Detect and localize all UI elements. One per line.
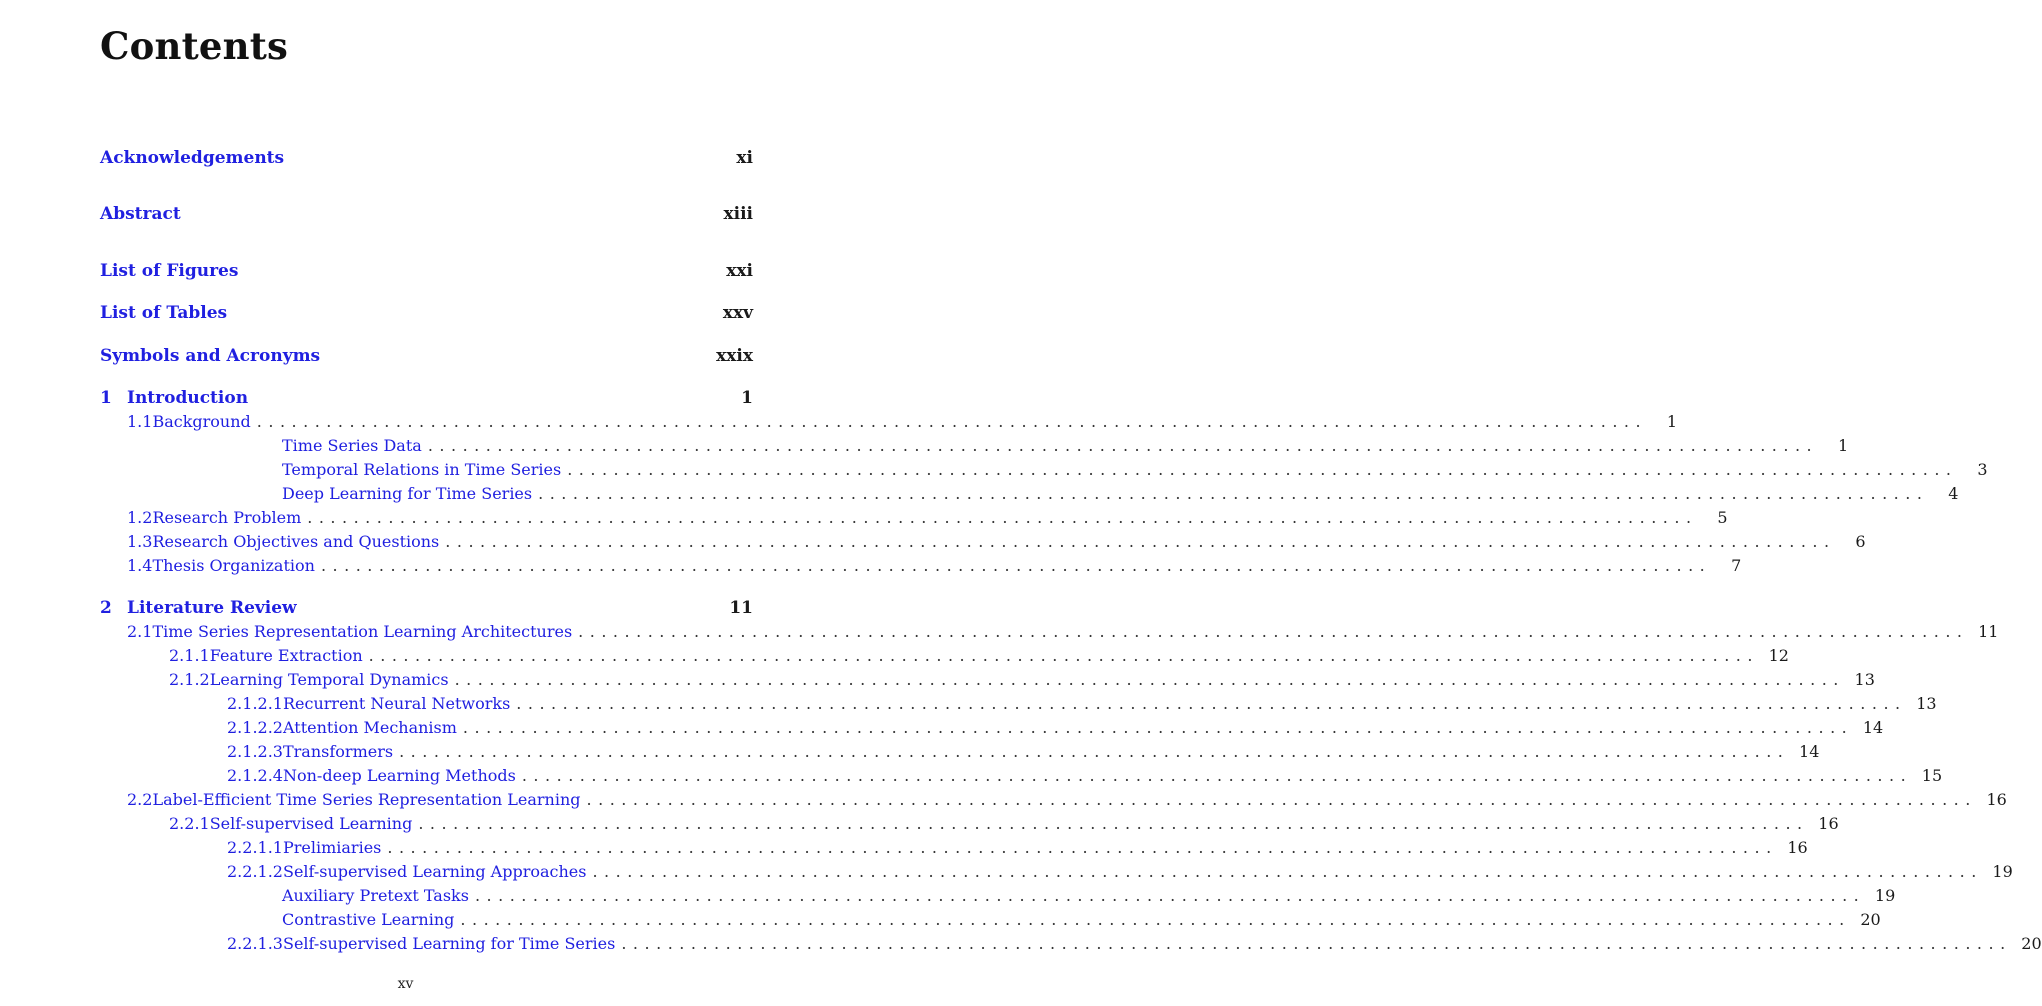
dot-leader: ........................................................................................................................ <box>521 766 1913 785</box>
toc-entry-page: 4 <box>1948 484 1959 503</box>
toc-entry-title[interactable]: Research Problem <box>152 508 302 527</box>
toc-entry-page: 11 <box>729 598 753 618</box>
toc-entry-page: 6 <box>1855 532 1866 551</box>
toc-entry-number[interactable]: 2.1.2.2 <box>227 718 283 737</box>
toc-entry-title[interactable]: Symbols and Acronyms <box>100 346 321 366</box>
toc-entry-number[interactable]: 2.1.2.1 <box>227 694 283 713</box>
dot-leader: ........................................................................................................................ <box>368 646 1759 665</box>
toc-entry-number[interactable]: 2.2.1.2 <box>227 862 283 881</box>
toc-entry-number[interactable]: 1.3 <box>127 532 153 551</box>
toc-entry-title[interactable]: Self-supervised Learning Approaches <box>282 862 587 881</box>
toc-entry-page: 13 <box>1916 694 1937 713</box>
dot-leader: ........................................................................................................................ <box>516 694 1907 713</box>
toc-entry[interactable] <box>169 670 1875 694</box>
toc-entry-title[interactable]: Recurrent Neural Networks <box>282 694 511 713</box>
toc-entry[interactable] <box>282 460 1988 484</box>
toc-entry-number[interactable]: 1.4 <box>127 556 153 575</box>
toc-entry-page: 1 <box>1666 412 1678 431</box>
dot-leader: ........................................................................................................................ <box>538 484 1929 503</box>
dot-leader: ........................................................................................................................ <box>307 508 1698 527</box>
dot-leader: ........................................................................................................................ <box>399 742 1790 761</box>
toc-entry[interactable] <box>100 261 753 285</box>
toc-entry[interactable] <box>100 303 753 327</box>
toc-entry-page: 13 <box>1854 670 1875 689</box>
toc-entry-title[interactable]: Literature Review <box>127 598 297 618</box>
toc-entry-title[interactable]: Label-Efficient Time Series Representation Learning <box>152 790 581 809</box>
toc-entry[interactable] <box>227 766 1943 790</box>
dot-leader: ........................................................................................................................ <box>567 460 1958 479</box>
toc-entry-page: 14 <box>1862 718 1884 737</box>
toc-entry-number[interactable]: 2 <box>100 598 112 618</box>
toc-entry[interactable] <box>282 910 1881 934</box>
toc-entry-page: 14 <box>1799 742 1820 761</box>
toc-entry-page: 20 <box>1860 910 1881 929</box>
toc-entry-title[interactable]: Time Series Representation Learning Architectures <box>152 622 573 641</box>
toc-entry[interactable] <box>227 838 1808 862</box>
toc-entry[interactable] <box>227 742 1820 766</box>
toc-entry-page: xiii <box>723 204 753 224</box>
toc-entry-page: 19 <box>1874 886 1896 905</box>
toc-entry[interactable] <box>227 862 2013 886</box>
page-title: Contents <box>100 24 289 68</box>
toc-entry[interactable] <box>282 484 1959 508</box>
toc-entry-title[interactable]: List of Tables <box>100 303 228 323</box>
dot-leader: ........................................................................................................................ <box>460 910 1851 929</box>
toc-entry-page: 1 <box>741 388 753 408</box>
toc-entry[interactable] <box>100 598 753 622</box>
toc-entry-title[interactable]: Contrastive Learning <box>282 910 455 929</box>
dot-leader: ........................................................................................................................ <box>320 556 1712 575</box>
toc-entry[interactable] <box>100 204 753 228</box>
toc-entry-page: 3 <box>1977 460 1988 479</box>
toc-entry[interactable] <box>227 694 1937 718</box>
toc-entry[interactable] <box>100 346 753 370</box>
toc-entry[interactable] <box>127 556 1742 580</box>
dot-leader: ........................................................................................................................ <box>427 436 1819 455</box>
toc-entry-page: 16 <box>1986 790 2007 809</box>
toc-entry[interactable] <box>227 718 1884 742</box>
toc-entry-page: 15 <box>1921 766 1943 785</box>
toc-entry-title[interactable]: Time Series Data <box>282 436 422 455</box>
dot-leader: ........................................................................................................................ <box>592 862 1983 881</box>
toc-entry-number[interactable]: 2.2.1 <box>169 814 210 833</box>
toc-entry-number[interactable]: 1.1 <box>127 412 153 431</box>
dot-leader: ........................................................................................................................ <box>387 838 1778 857</box>
toc-entry-title[interactable]: Background <box>152 412 251 431</box>
toc-entry-title[interactable]: Self-supervised Learning for Time Series <box>282 934 616 953</box>
toc-entry-title[interactable]: List of Figures <box>100 261 239 281</box>
toc-entry-title[interactable]: Research Objectives and Questions <box>152 532 440 551</box>
toc-entry-title[interactable]: Prelimiaries <box>282 838 382 857</box>
dot-leader: ........................................................................................................................ <box>454 670 1845 689</box>
toc-entry-page: xxi <box>726 261 753 281</box>
toc-entry-number[interactable]: 2.2.1.3 <box>227 934 283 953</box>
toc-entry[interactable] <box>282 886 1896 910</box>
dot-leader: ........................................................................................................................ <box>586 790 1977 809</box>
toc-entry-title[interactable]: Deep Learning for Time Series <box>282 484 533 503</box>
toc-entry[interactable] <box>100 148 753 172</box>
toc-entry-page: 7 <box>1731 556 1742 575</box>
toc-entry-number[interactable]: 2.1 <box>127 622 153 641</box>
toc-entry[interactable] <box>127 508 1728 532</box>
toc-entry-page: 19 <box>1992 862 2013 881</box>
toc-entry-page: 5 <box>1717 508 1728 527</box>
toc-entry-number[interactable]: 2.1.2.3 <box>227 742 283 761</box>
toc-entry-title[interactable]: Self-supervised Learning <box>209 814 413 833</box>
dot-leader: ........................................................................................................................ <box>445 532 1836 551</box>
toc-entry-title[interactable]: Non-deep Learning Methods <box>282 766 516 785</box>
toc-entry-title[interactable]: Learning Temporal Dynamics <box>209 670 449 689</box>
toc-entry[interactable] <box>127 790 2007 814</box>
toc-entry-title[interactable]: Auxiliary Pretext Tasks <box>282 886 469 905</box>
toc-entry-page: 20 <box>2021 934 2042 953</box>
toc-entry[interactable] <box>127 622 1999 646</box>
toc-entry-page: xi <box>736 148 753 168</box>
dot-leader: ........................................................................................................................ <box>621 934 2012 953</box>
toc-entry[interactable] <box>282 436 1849 460</box>
toc-entry-title[interactable]: Introduction <box>127 388 249 408</box>
toc-entry-page: 16 <box>1818 814 1839 833</box>
toc-entry[interactable] <box>227 934 2042 958</box>
toc-entry[interactable] <box>169 646 1789 670</box>
dot-leader: ........................................................................................................................ <box>418 814 1809 833</box>
toc-entry-number[interactable]: 1.2 <box>127 508 153 527</box>
toc-entry-number[interactable]: 2.1.1 <box>169 646 210 665</box>
toc-entry-title[interactable]: Transformers <box>282 742 394 761</box>
dot-leader: ........................................................................................................................ <box>474 886 1866 905</box>
toc-entry-title[interactable]: Abstract <box>100 204 181 224</box>
toc-entry-page: 1 <box>1837 436 1849 455</box>
toc-entry-page: 11 <box>1978 622 1999 641</box>
toc-entry[interactable] <box>127 532 1866 556</box>
toc-entry-number[interactable]: 2.2 <box>127 790 153 809</box>
toc-entry[interactable] <box>169 814 1839 838</box>
toc-entry-page: 16 <box>1787 838 1808 857</box>
toc-entry-title[interactable]: Attention Mechanism <box>282 718 457 737</box>
toc-entry-title[interactable]: Feature Extraction <box>209 646 363 665</box>
toc-entry-title[interactable]: Temporal Relations in Time Series <box>282 460 562 479</box>
toc-entry-page: xxv <box>722 303 753 323</box>
toc-entry-number[interactable]: 1 <box>100 388 112 408</box>
toc-entry[interactable] <box>127 412 1678 436</box>
dot-leader: ........................................................................................................................ <box>578 622 1969 641</box>
toc-entry-title[interactable]: Acknowledgements <box>100 148 285 168</box>
toc-entry-number[interactable]: 2.1.2.4 <box>227 766 283 785</box>
page-number-footer: xv <box>397 976 414 992</box>
dot-leader: ........................................................................................................................ <box>256 412 1648 431</box>
dot-leader: ........................................................................................................................ <box>462 718 1854 737</box>
toc-entry-page: xxix <box>716 346 753 366</box>
toc-entry[interactable] <box>100 388 753 412</box>
toc-entry-page: 12 <box>1768 646 1789 665</box>
toc-entry-title[interactable]: Thesis Organization <box>152 556 315 575</box>
toc-entry-number[interactable]: 2.1.2 <box>169 670 210 689</box>
toc-entry-number[interactable]: 2.2.1.1 <box>227 838 283 857</box>
